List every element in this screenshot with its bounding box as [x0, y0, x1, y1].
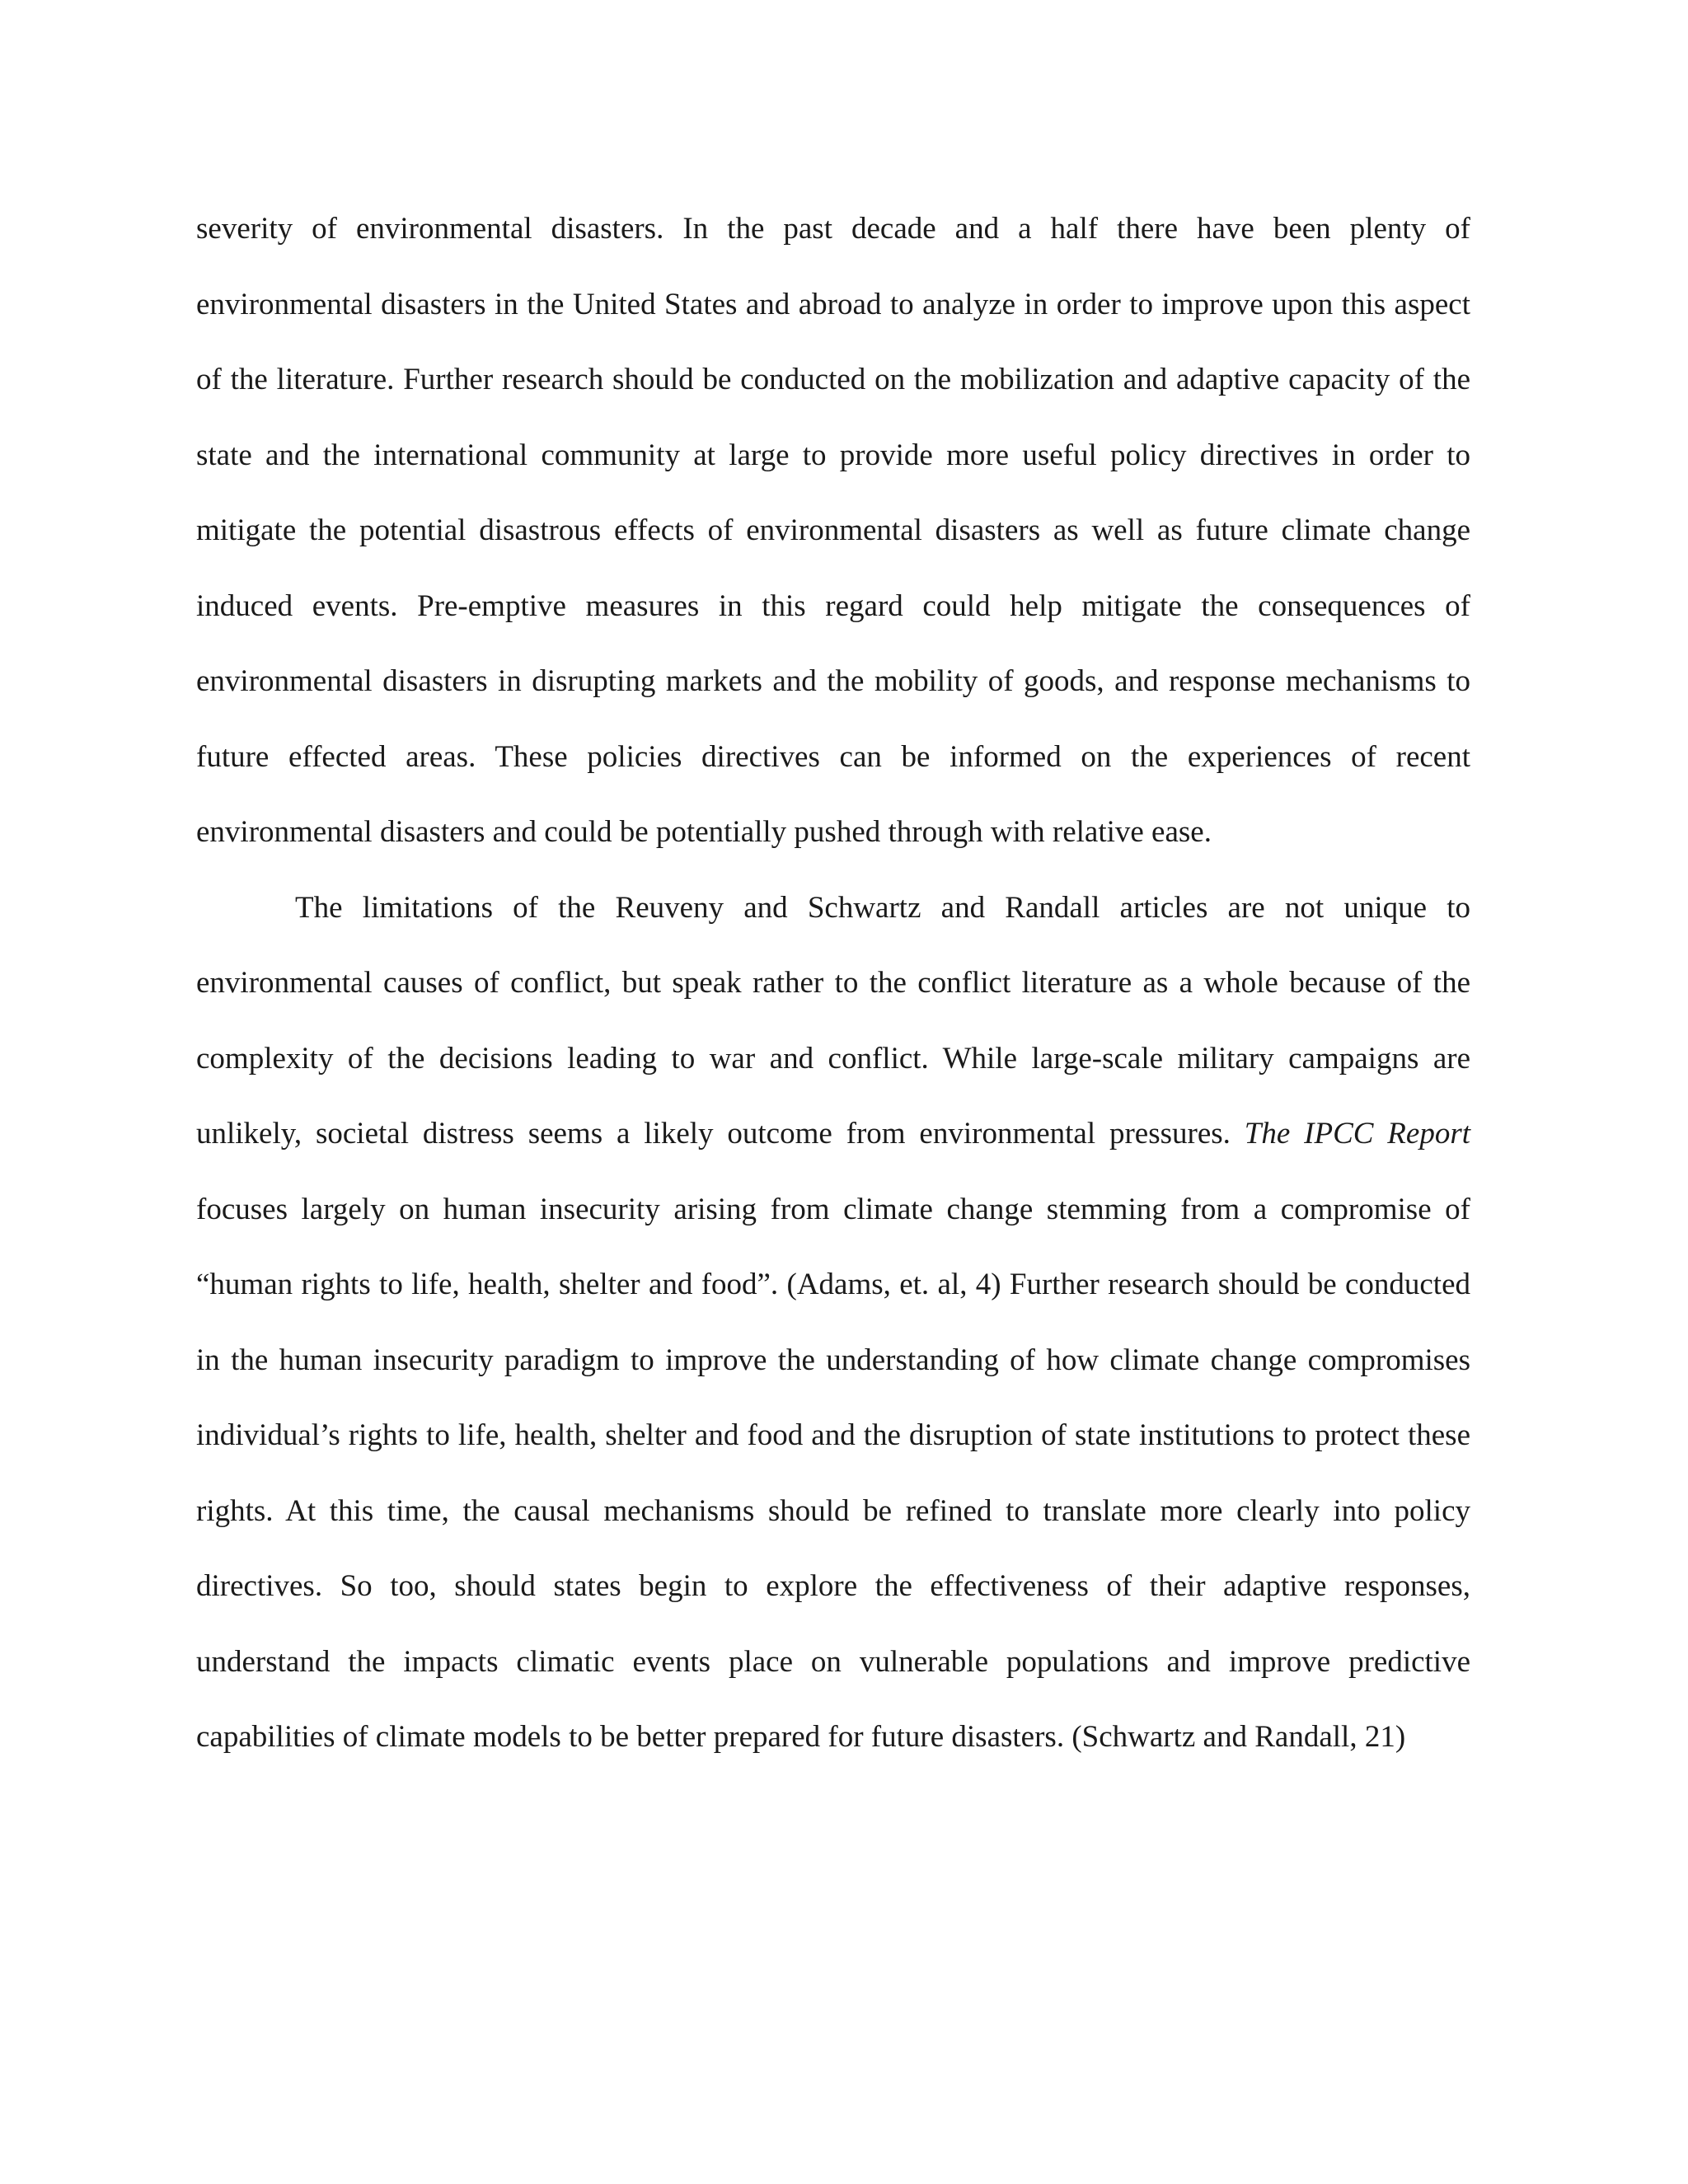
report-title: The IPCC Report: [1244, 1117, 1470, 1151]
paragraph-2-part-1: The limitations of the Reuveny and Schwartz and Randall articles are not unique to environmental causes of conflict, but speak rather to the conflict literature as a whole because of the complexity of the decisions leading to war and conflict. While large-scale military campaigns are unlikely, societal distress seems a likely outcome from environmental pressures.: [196, 890, 1470, 1151]
paragraph-2: [196, 870, 1470, 1775]
paragraph-2-part-2: focuses largely on human insecurity arising from climate change stemming from a compromise of “human rights to life, health, shelter and food”. (Adams, et. al, 4) Further research should be conducted in the human insecurity paradigm to improve the understanding of how climate change compromises individual’s rights to life, health, shelter and food and the disruption of state institutions to protect these rights. At this time, the causal mechanisms should be refined to translate more clearly into policy directives. So too, should states begin to explore the effectiveness of their adaptive responses, understand the impacts climatic events place on vulnerable populations and improve predictive capabilities of climate models to be better prepared for future disasters. (Schwartz and Randall, 21): [196, 1192, 1470, 1754]
paragraph-1: severity of environmental disasters. In the past decade and a half there have been plenty of environmental disasters in the United States and abroad to analyze in order to improve upon this aspect of the literature. Further research should be conducted on the mobilization and adaptive capacity of the state and the international community at large to provide more useful policy directives in order to mitigate the potential disastrous effects of environmental disasters as well as future climate change induced events. Pre-emptive measures in this regard could help mitigate the consequences of environmental disasters in disrupting markets and the mobility of goods, and response mechanisms to future effected areas. These policies directives can be informed on the experiences of recent environmental disasters and could be potentially pushed through with relative ease.: [196, 212, 1470, 849]
body-text: [196, 191, 1470, 1775]
